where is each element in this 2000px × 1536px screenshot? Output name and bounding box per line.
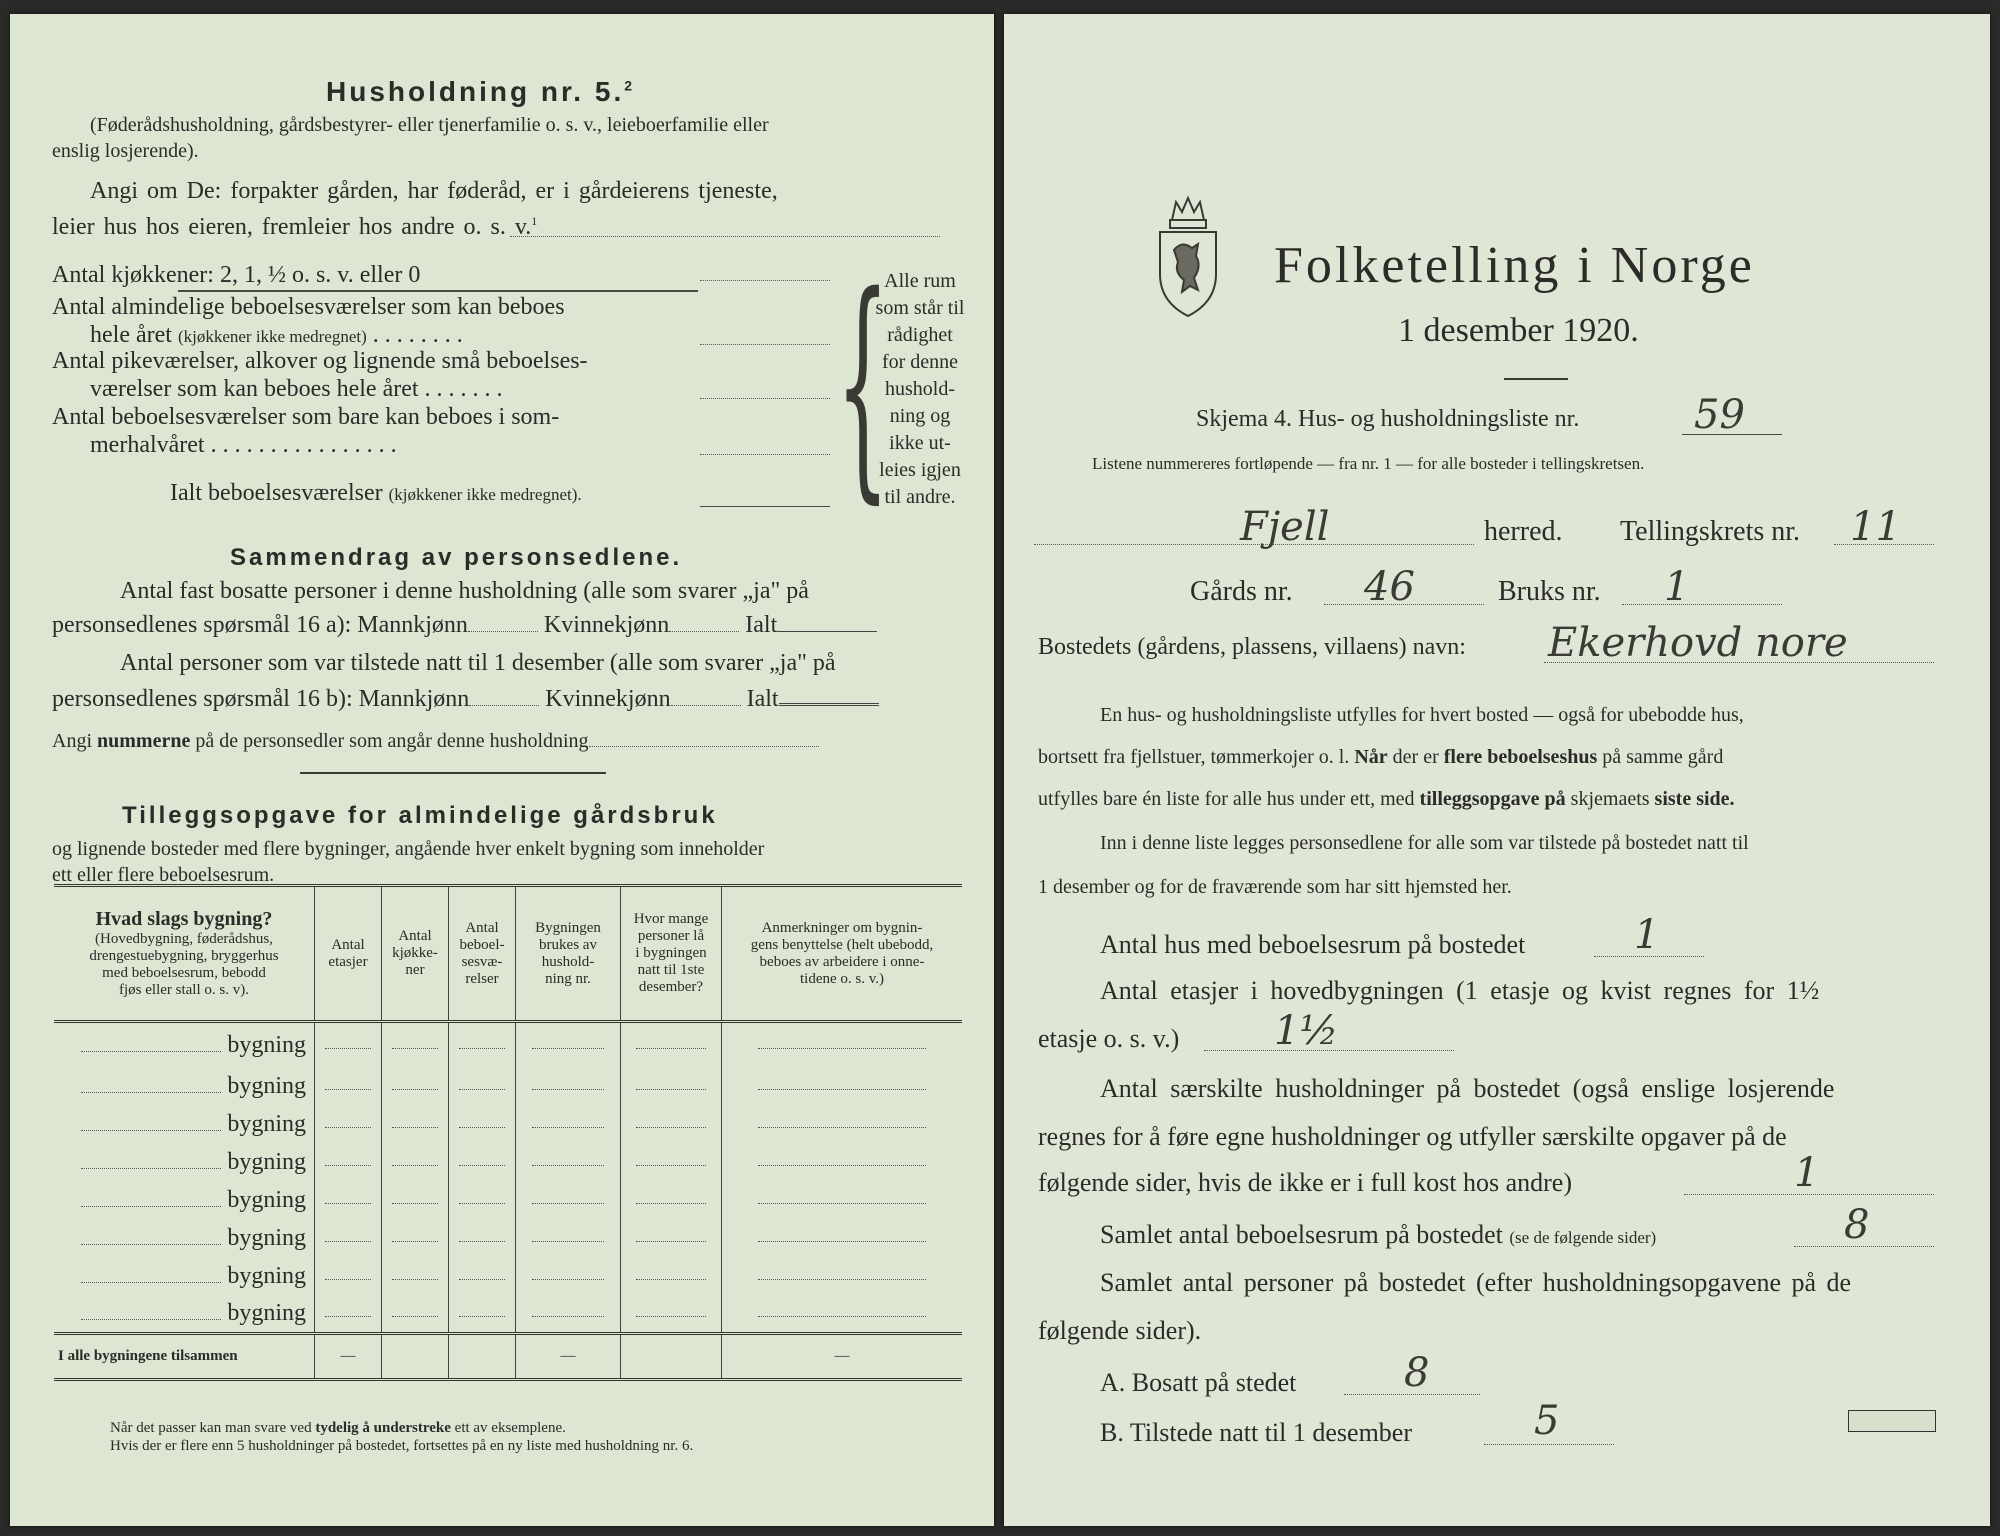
- building-cell[interactable]: [621, 1144, 722, 1182]
- building-cell[interactable]: [516, 1182, 621, 1220]
- main-title: Folketelling i Norge: [1274, 237, 1755, 294]
- summary-b-l1: Antal personer som var tilstede natt til 1 desember (alle som svarer „ja" på: [120, 650, 836, 676]
- bruks-label: Bruks nr.: [1498, 576, 1601, 607]
- building-cell[interactable]: [621, 1182, 722, 1220]
- rooms-total-answer[interactable]: [700, 506, 830, 507]
- bruks-value[interactable]: 1: [1664, 564, 1690, 610]
- samlet-rum-label: Samlet antal beboelsesrum på bostedet (se de følgende sider): [1100, 1220, 1657, 1249]
- tellingskrets-label: Tellingskrets nr.: [1620, 516, 1801, 547]
- building-cell[interactable]: [621, 1068, 722, 1106]
- intro1-l1: En hus- og husholdningsliste utfylles for hvert bosted — også for ubebodde hus,: [1100, 704, 1744, 726]
- summary-title: Sammendrag av personsedlene.: [230, 544, 683, 571]
- building-cell[interactable]: [449, 1220, 516, 1258]
- total-remarks: —: [722, 1334, 963, 1380]
- tillegg-title: Tilleggsopgave for almindelige gårdsbruk: [122, 802, 718, 829]
- footnote-l1: Når det passer kan man svare ved tydelig å understreke ett av eksemplene.: [110, 1420, 566, 1436]
- building-row-label: bygning: [54, 1182, 315, 1220]
- table-row: [54, 1022, 962, 1068]
- total-household: —: [516, 1334, 621, 1380]
- angi-line1: Angi om De: forpakter gården, har føderåd, er i gårdeierens tjeneste,: [90, 178, 778, 204]
- samlet-pers-l1: Samlet antal personer på bostedet (efter husholdningsopgavene på de: [1100, 1268, 1852, 1297]
- bosatt-value[interactable]: 8: [1404, 1350, 1430, 1396]
- building-cell[interactable]: [722, 1258, 963, 1296]
- bosatt-label: A. Bosatt på stedet: [1100, 1368, 1297, 1397]
- building-cell[interactable]: [722, 1296, 963, 1334]
- building-cell[interactable]: [382, 1022, 449, 1068]
- building-cell[interactable]: [722, 1106, 963, 1144]
- kitchens-answer[interactable]: [700, 280, 830, 281]
- summary-a-l2: personsedlenes spørsmål 16 a): Mannkjønn Kvinnekjønn Ialt: [52, 612, 877, 639]
- hus-label: Antal hus med beboelsesrum på bostedet: [1100, 930, 1526, 959]
- herred-label: herred.: [1484, 516, 1563, 547]
- rooms-summer-l1: Antal beboelsesværelser som bare kan beboes i som-: [52, 404, 560, 430]
- intro2-l2: 1 desember og for de fraværende som har sitt hjemsted her.: [1038, 876, 1512, 898]
- summary-a-l1: Antal fast bosatte personer i denne husholdning (alle som svarer „ja" på: [120, 578, 809, 604]
- rooms-total: Ialt beboelsesværelser (kjøkkener ikke medregnet).: [170, 480, 582, 506]
- listene-note: Listene nummereres fortløpende — fra nr. 1 — for alle bosteder i tellingskretsen.: [1092, 454, 1645, 473]
- building-cell[interactable]: [621, 1220, 722, 1258]
- tillegg-l1: og lignende bosteder med flere bygninger, angående hver enkelt bygning som inneholder: [52, 838, 765, 860]
- samlet-pers-l2: følgende sider).: [1038, 1316, 1202, 1345]
- table-row: [54, 1220, 962, 1258]
- building-cell[interactable]: [722, 1220, 963, 1258]
- col-persons: Hvor mange personer lå i bygningen natt til 1ste desember?: [621, 886, 722, 1022]
- building-cell[interactable]: [516, 1106, 621, 1144]
- building-cell[interactable]: [621, 1296, 722, 1334]
- building-cell[interactable]: [516, 1068, 621, 1106]
- left-page: [10, 14, 994, 1526]
- building-cell[interactable]: [315, 1144, 382, 1182]
- kitchens-rule: [178, 290, 698, 292]
- building-cell[interactable]: [621, 1022, 722, 1068]
- building-cell[interactable]: [315, 1258, 382, 1296]
- building-cell[interactable]: [315, 1106, 382, 1144]
- building-cell[interactable]: [315, 1068, 382, 1106]
- footnote-l2: Hvis der er flere enn 5 husholdninger på bostedet, fortsettes på en ny liste med husholdning nr. 6.: [110, 1438, 694, 1454]
- building-row-label: bygning: [54, 1296, 315, 1334]
- building-cell[interactable]: [722, 1068, 963, 1106]
- sarskilte-l2: regnes for å føre egne husholdninger og utfyller særskilte opgaver på de: [1038, 1122, 1787, 1151]
- tilstede-value[interactable]: 5: [1534, 1398, 1560, 1444]
- building-cell[interactable]: [722, 1182, 963, 1220]
- building-cell[interactable]: [315, 1022, 382, 1068]
- building-cell[interactable]: [315, 1296, 382, 1334]
- col-rooms: Antal beboel- sesvæ- relser: [449, 886, 516, 1022]
- building-cell[interactable]: [382, 1296, 449, 1334]
- angi-line2: leier hus hos eieren, fremleier hos andre o. s. v.$^1$: [52, 214, 538, 240]
- total-row-label: I alle bygningene tilsammen: [58, 1348, 238, 1364]
- building-cell[interactable]: [516, 1296, 621, 1334]
- gards-label: Gårds nr.: [1190, 576, 1293, 607]
- sarskilte-l1: Antal særskilte husholdninger på bostedet (også enslige losjerende: [1100, 1074, 1835, 1103]
- building-cell[interactable]: [315, 1182, 382, 1220]
- hus-value[interactable]: 1: [1634, 912, 1660, 958]
- bruks-line: [1622, 604, 1782, 605]
- herred-value[interactable]: Fjell: [1240, 504, 1330, 550]
- etasjer-value[interactable]: 1½: [1274, 1008, 1339, 1054]
- building-cell[interactable]: [449, 1022, 516, 1068]
- household-title: Husholdning nr. 5.$^2$: [326, 76, 636, 107]
- tilstede-label: B. Tilstede natt til 1 desember: [1100, 1418, 1412, 1447]
- sarskilte-l3: følgende sider, hvis de ikke er i full kost hos andre): [1038, 1168, 1572, 1197]
- building-cell[interactable]: [382, 1106, 449, 1144]
- col-building-type: Hvad slags bygning? (Hovedbygning, føderådshus, drengestuebygning, bryggerhus med beboelsesrum, bebodd fjøs eller stall o. s. v).: [89, 908, 279, 998]
- building-row-label: bygning: [54, 1144, 315, 1182]
- building-cell[interactable]: [382, 1068, 449, 1106]
- rooms-kitchens: Antal kjøkkener: 2, 1, ½ o. s. v. eller 0: [52, 262, 421, 288]
- building-row-label: bygning: [54, 1258, 315, 1296]
- building-cell[interactable]: [449, 1068, 516, 1106]
- building-cell[interactable]: [516, 1220, 621, 1258]
- total-persons: [621, 1334, 722, 1380]
- intro1-l2: bortsett fra fjellstuer, tømmerkojer o. l. Når der er flere beboelseshus på samme gård: [1038, 746, 1724, 768]
- etasjer-l2: etasje o. s. v.): [1038, 1024, 1180, 1053]
- samlet-rum-value[interactable]: 8: [1844, 1202, 1870, 1248]
- building-cell[interactable]: [382, 1182, 449, 1220]
- brace-note: Alle rum som står til rådighet for denne hushold- ning og ikke ut- leies igjen til andre.: [875, 270, 965, 508]
- table-row: [54, 1258, 962, 1296]
- rooms-summer-l2: merhalvåret . . . . . . . . . . . . . . . .: [90, 432, 397, 458]
- gards-value[interactable]: 46: [1364, 564, 1415, 610]
- census-date: 1 desember 1920.: [1398, 312, 1639, 349]
- maid-answer[interactable]: [700, 398, 830, 399]
- skjema-label: Skjema 4. Hus- og husholdningsliste nr.: [1196, 406, 1580, 432]
- building-row-label: bygning: [54, 1106, 315, 1144]
- angi-answer-line[interactable]: [510, 236, 940, 237]
- household-subtitle-line2: enslig losjerende).: [52, 140, 199, 162]
- building-cell[interactable]: [621, 1258, 722, 1296]
- building-cell[interactable]: [449, 1296, 516, 1334]
- right-page: [1004, 14, 1990, 1526]
- summary-b-l2: personsedlenes spørsmål 16 b): Mannkjønn Kvinnekjønn Ialt: [52, 686, 879, 713]
- sarskilte-value[interactable]: 1: [1794, 1150, 1820, 1196]
- building-cell[interactable]: [621, 1106, 722, 1144]
- building-cell[interactable]: [382, 1220, 449, 1258]
- total-floors: —: [315, 1334, 382, 1380]
- printer-stamp: [1848, 1410, 1936, 1432]
- total-rooms: [449, 1334, 516, 1380]
- building-row-label: bygning: [54, 1220, 315, 1258]
- building-cell[interactable]: [516, 1022, 621, 1068]
- col-remarks: Anmerkninger om bygnin- gens benyttelse (helt ubebodd, beboes av arbeidere i onne- tidene o. s. v.): [722, 886, 963, 1022]
- col-floors: Antal etasjer: [315, 886, 382, 1022]
- col-kitchens: Antal kjøkke- ner: [382, 886, 449, 1022]
- section-divider: [300, 772, 606, 774]
- building-cell[interactable]: [516, 1258, 621, 1296]
- household-subtitle-line1: (Føderådshusholdning, gårdsbestyrer- eller tjenerfamilie o. s. v., leieboerfamilie eller: [90, 114, 769, 136]
- ordinary-answer[interactable]: [700, 344, 830, 345]
- building-cell[interactable]: [382, 1258, 449, 1296]
- table-row: [54, 1296, 962, 1334]
- table-row: [54, 1068, 962, 1106]
- building-cell[interactable]: [449, 1258, 516, 1296]
- building-row-label: bygning: [54, 1068, 315, 1106]
- coat-of-arms-icon: [1152, 190, 1224, 320]
- tillegg-l2: ett eller flere beboelsesrum.: [52, 864, 275, 886]
- building-cell[interactable]: [722, 1144, 963, 1182]
- rooms-brace: {: [836, 244, 890, 524]
- total-kitchens: [382, 1334, 449, 1380]
- summer-answer[interactable]: [700, 454, 830, 455]
- intro1-l3: utfylles bare én liste for alle hus under ett, med tilleggsopgave på skjemaets siste side.: [1038, 788, 1735, 810]
- building-cell[interactable]: [315, 1220, 382, 1258]
- angi-nummerne: Angi nummerne på de personsedler som angår denne husholdning: [52, 730, 819, 753]
- building-cell[interactable]: [516, 1144, 621, 1182]
- building-cell[interactable]: [449, 1182, 516, 1220]
- rooms-ordinary-l1: Antal almindelige beboelsesværelser som kan beboes: [52, 294, 565, 320]
- tellingskrets-value[interactable]: 11: [1850, 504, 1901, 550]
- table-row: [54, 1106, 962, 1144]
- table-row: [54, 1182, 962, 1220]
- building-cell[interactable]: [722, 1022, 963, 1068]
- table-row: [54, 1144, 962, 1182]
- rooms-ordinary-l2: hele året (kjøkkener ikke medregnet) . . . . . . . .: [90, 322, 463, 348]
- building-row-label: bygning: [54, 1022, 315, 1068]
- col-household-nr: Bygningen brukes av hushold- ning nr.: [516, 886, 621, 1022]
- skjema-nr-value[interactable]: 59: [1694, 392, 1745, 438]
- title-divider: [1504, 378, 1568, 380]
- tilstede-line: [1484, 1444, 1614, 1445]
- building-cell[interactable]: [449, 1144, 516, 1182]
- building-cell[interactable]: [382, 1144, 449, 1182]
- bosted-value[interactable]: Ekerhovd nore: [1548, 620, 1848, 666]
- building-cell[interactable]: [449, 1106, 516, 1144]
- rooms-maid-l2: værelser som kan beboes hele året . . . . . . .: [90, 376, 503, 402]
- etasjer-l1: Antal etasjer i hovedbygningen (1 etasje og kvist regnes for 1½: [1100, 976, 1820, 1005]
- intro2-l1: Inn i denne liste legges personsedlene for alle som var tilstede på bostedet natt til: [1100, 832, 1749, 854]
- bosted-label: Bostedets (gårdens, plassens, villaens) navn:: [1038, 634, 1466, 660]
- building-table: [54, 884, 962, 1381]
- rooms-maid-l1: Antal pikeværelser, alkover og lignende små beboelses-: [52, 348, 588, 374]
